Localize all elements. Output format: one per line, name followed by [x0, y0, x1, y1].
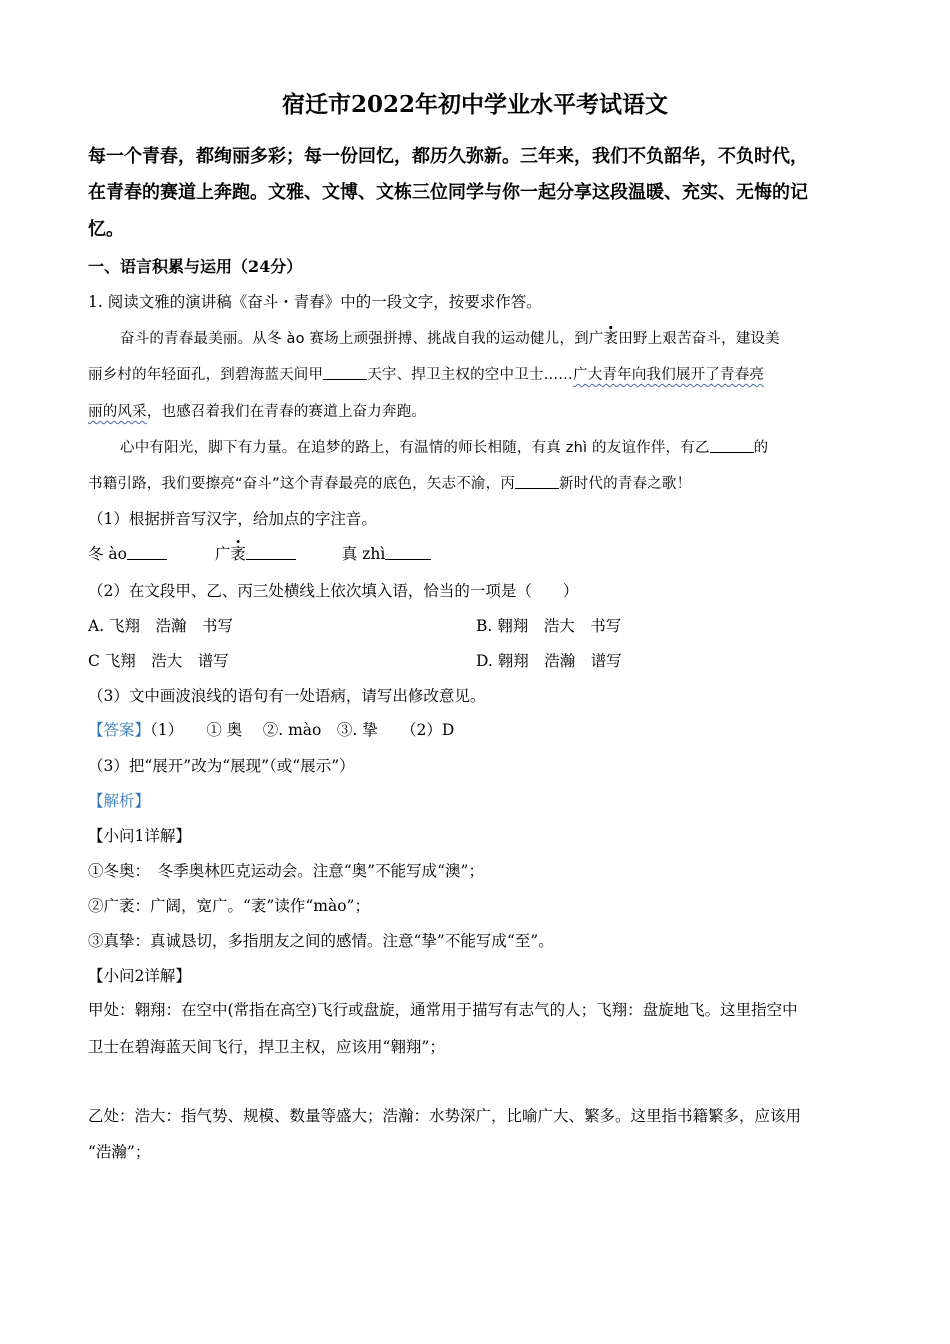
option-b: B. 翱翔 浩大 书写	[476, 617, 622, 635]
sub-question-3: （3）文中画波浪线的语句有一处语病，请写出修改意见。	[88, 687, 486, 705]
analysis-sub2-heading: 【小问2详解】	[88, 967, 191, 985]
passage-text: 心中有阳光，脚下有力量。在追梦的路上，有温情的师长相随，有真 zhì 的友谊作伴，有乙	[120, 440, 710, 456]
answer-text: （1） ① 奥 ②. mào ③. 挚 （2）D	[150, 721, 455, 739]
passage-text: 奋斗的青春最美丽。从冬 ào 赛场上顽强拼搏、挑战自我的运动健儿，到广	[120, 331, 604, 347]
answer-line-2: （3）把“展开”改为“展现”（或“展示”）	[88, 757, 355, 775]
intro-line-2: 在青春的赛道上奔跑。文雅、文博、文栋三位同学与你一起分享这段温暖、充实、无悔的记	[88, 182, 808, 203]
passage-text: 丽乡村的年轻面孔，到碧海蓝天间甲	[88, 367, 324, 383]
passage-p1-line-2	[88, 364, 764, 386]
answer-blank	[127, 544, 167, 560]
analysis-sub1-line: ②广袤：广阔，宽广。“袤”读作“mào”；	[88, 897, 370, 915]
item-guang-mao: 广	[214, 545, 231, 563]
answer-line-1	[88, 719, 454, 741]
passage-text: ，也感召着我们在青春的赛道上奋力奔跑。	[146, 404, 427, 420]
intro-line-3: 忆。	[88, 219, 124, 240]
question-1-stem: 1. 阅读文雅的演讲稿《奋斗・青春》中的一段文字，按要求作答。	[88, 293, 542, 311]
analysis-jia-line-2: 卫士在碧海蓝天间飞行，捍卫主权，应该用“翱翔”；	[88, 1038, 445, 1056]
page-title: 宿迁市2022年初中学业水平考试语文	[281, 91, 668, 118]
answer-blank	[385, 544, 431, 560]
option-c: C 飞翔 浩大 谱写	[88, 652, 229, 670]
passage-p2-line-1	[120, 437, 768, 459]
sub-question-2: （2）在文段甲、乙、丙三处横线上依次填入语，恰当的一项是（ ）	[88, 582, 579, 600]
dotted-char: 袤	[603, 331, 619, 347]
intro-line-1: 每一个青春，都绚丽多彩；每一份回忆，都历久弥新。三年来，我们不负韶华，不负时代，	[88, 146, 808, 167]
analysis-jia-line-1: 甲处：翱翔：在空中(常指在高空)飞行或盘旋，通常用于描写有志气的人；飞翔：盘旋地飞。这里指空中	[88, 1001, 798, 1019]
analysis-label: 【解析】	[88, 792, 151, 810]
passage-p1-line-3	[88, 401, 426, 423]
passage-p2-line-2	[88, 473, 691, 495]
analysis-sub1-heading: 【小问1详解】	[88, 827, 191, 845]
passage-text: 天宇、捍卫主权的空中卫士……	[367, 367, 574, 383]
sub-question-1-items	[88, 543, 431, 565]
blank-bing	[515, 473, 559, 489]
section-heading: 一、语言积累与运用（24分）	[88, 257, 303, 276]
answer-label: 【答案】	[88, 721, 151, 739]
passage-text: 的	[753, 440, 769, 456]
sub-question-1: （1）根据拼音写汉字，给加点的字注音。	[88, 510, 377, 528]
analysis-sub1-line: ③真挚：真诚恳切，多指朋友之间的感情。注意“挚”不能写成“至”。	[88, 932, 554, 950]
passage-text: 新时代的青春之歌！	[559, 476, 692, 492]
analysis-yi-line-1: 乙处：浩大：指气势、规模、数量等盛大；浩瀚：水势深广，比喻广大、繁多。这里指书籍繁多，应该用	[88, 1107, 802, 1125]
analysis-yi-line-2: “浩瀚”；	[88, 1143, 151, 1161]
passage-text: 书籍引路，我们要擦亮“奋斗”这个青春最亮的底色，矢志不渝，丙	[88, 476, 516, 492]
option-a: A. 飞翔 浩瀚 书写	[88, 617, 234, 635]
option-d: D. 翱翔 浩瀚 谱写	[476, 652, 622, 670]
passage-text: 田野上艰苦奋斗，建设美	[618, 331, 780, 347]
blank-jia	[323, 364, 367, 380]
answer-blank	[246, 544, 296, 560]
wavy-underlined-sentence: 丽的风采	[88, 404, 147, 420]
blank-yi	[710, 437, 754, 453]
wavy-underlined-sentence: 广大青年向我们展开了青春亮	[573, 367, 765, 383]
passage-p1-line-1	[120, 328, 780, 350]
analysis-sub1-line: ①冬奥： 冬季奥林匹克运动会。注意“奥”不能写成“澳”；	[88, 862, 484, 880]
dotted-char: 袤	[230, 545, 246, 563]
item-dong-ao: 冬 ào	[88, 545, 127, 563]
item-zhen-zhi: 真 zhì	[341, 545, 386, 563]
